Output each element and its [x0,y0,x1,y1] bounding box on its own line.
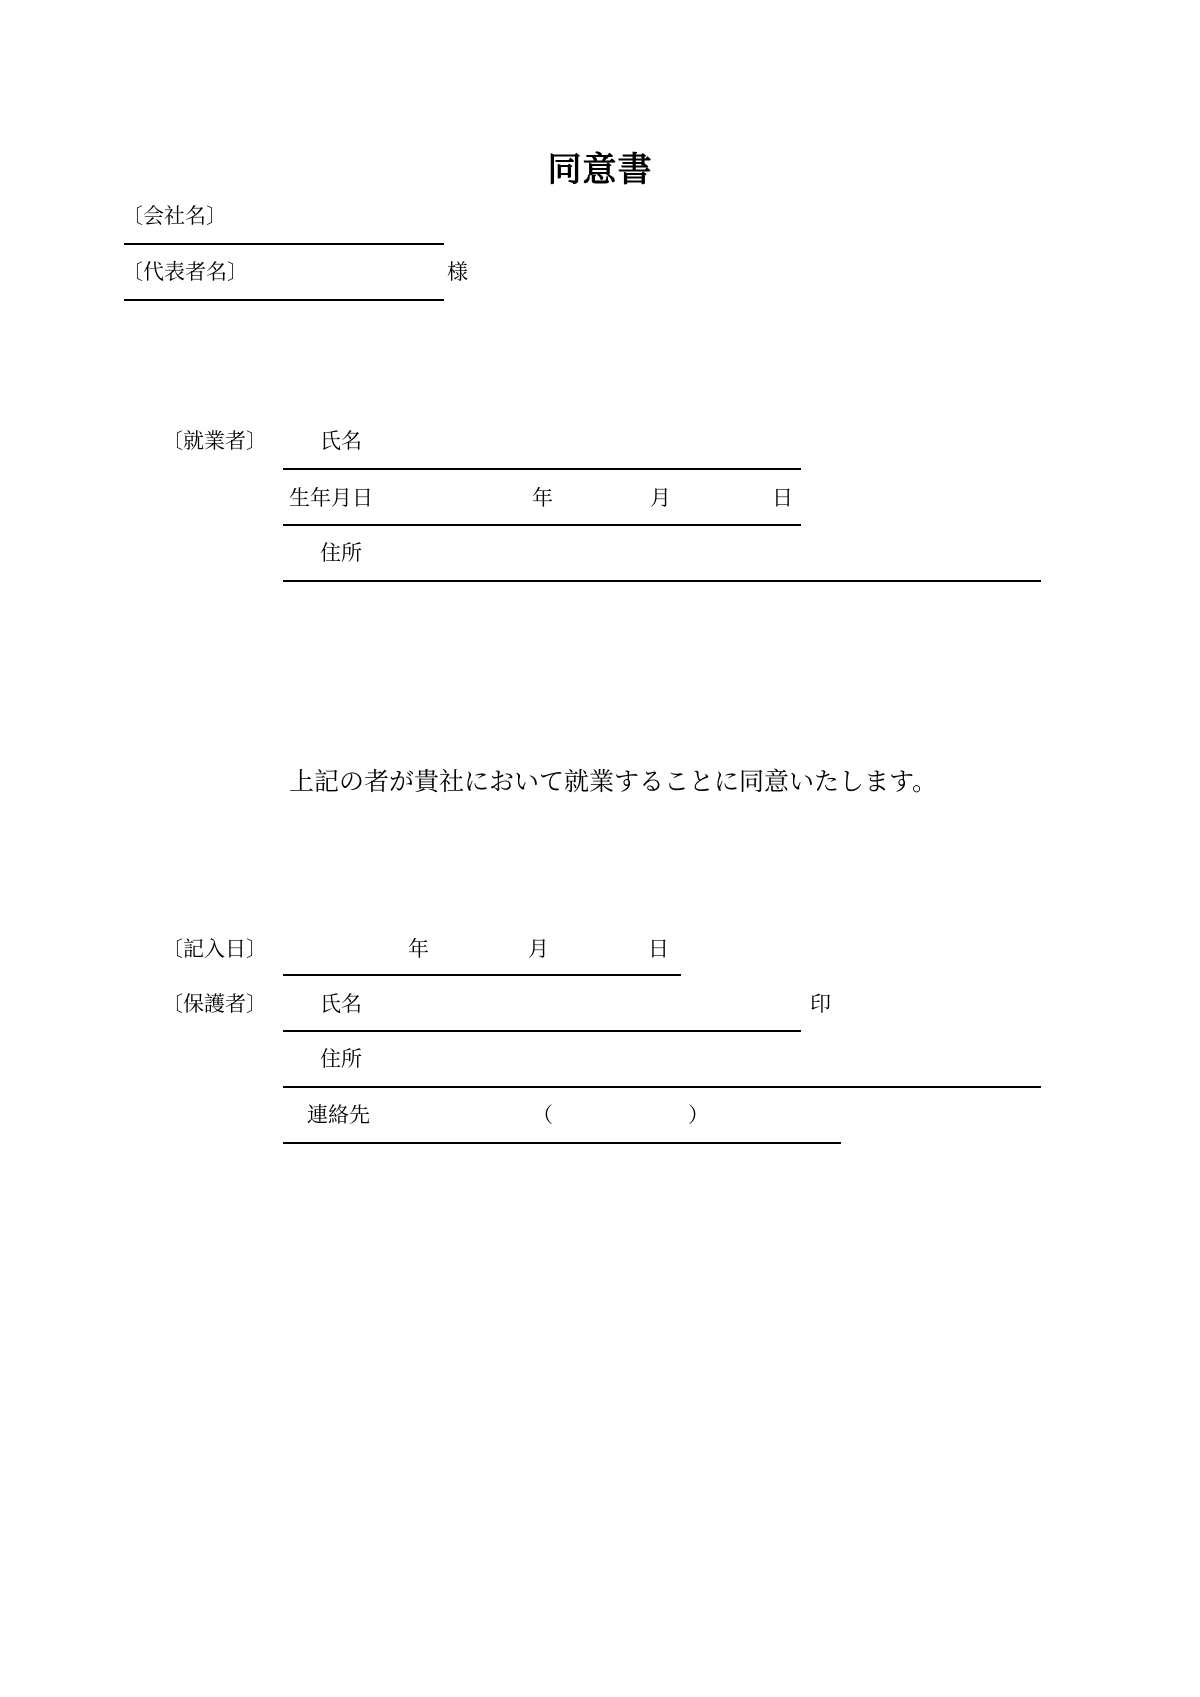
company-name-label: 〔会社名〕 [122,204,227,228]
document-title: 同意書 [547,150,653,190]
honorific-label: 様 [447,260,468,284]
seal-label: 印 [810,992,831,1016]
worker-section-label: 〔就業者〕 [162,429,267,453]
contact-paren-open: （ [532,1103,553,1127]
worker-birthdate-label: 生年月日 [289,486,373,510]
entry-month-label: 月 [528,937,549,961]
guardian-name-field[interactable] [283,1030,801,1032]
guardian-address-label: 住所 [320,1047,362,1071]
guardian-contact-label: 連絡先 [307,1103,370,1127]
guardian-section-label: 〔保護者〕 [162,992,267,1016]
worker-birthdate-field[interactable] [283,524,801,526]
consent-statement: 上記の者が貴社において就業することに同意いたします。 [289,767,938,796]
entry-date-label: 〔記入日〕 [162,937,267,961]
worker-name-field[interactable] [283,468,801,470]
guardian-address-field[interactable] [283,1086,1041,1088]
contact-paren-close: ） [688,1103,709,1127]
guardian-name-label: 氏名 [320,992,362,1016]
entry-date-field[interactable] [283,974,681,976]
worker-birth-day-label: 日 [772,486,793,510]
entry-year-label: 年 [408,937,429,961]
company-name-field[interactable] [124,243,444,245]
worker-address-label: 住所 [320,541,362,565]
worker-address-field[interactable] [283,580,1041,582]
entry-day-label: 日 [648,937,669,961]
representative-name-field[interactable] [124,299,444,301]
guardian-contact-field[interactable] [283,1142,841,1144]
worker-birth-month-label: 月 [650,486,671,510]
worker-birth-year-label: 年 [532,486,553,510]
representative-name-label: 〔代表者名〕 [122,260,248,284]
worker-name-label: 氏名 [320,429,362,453]
